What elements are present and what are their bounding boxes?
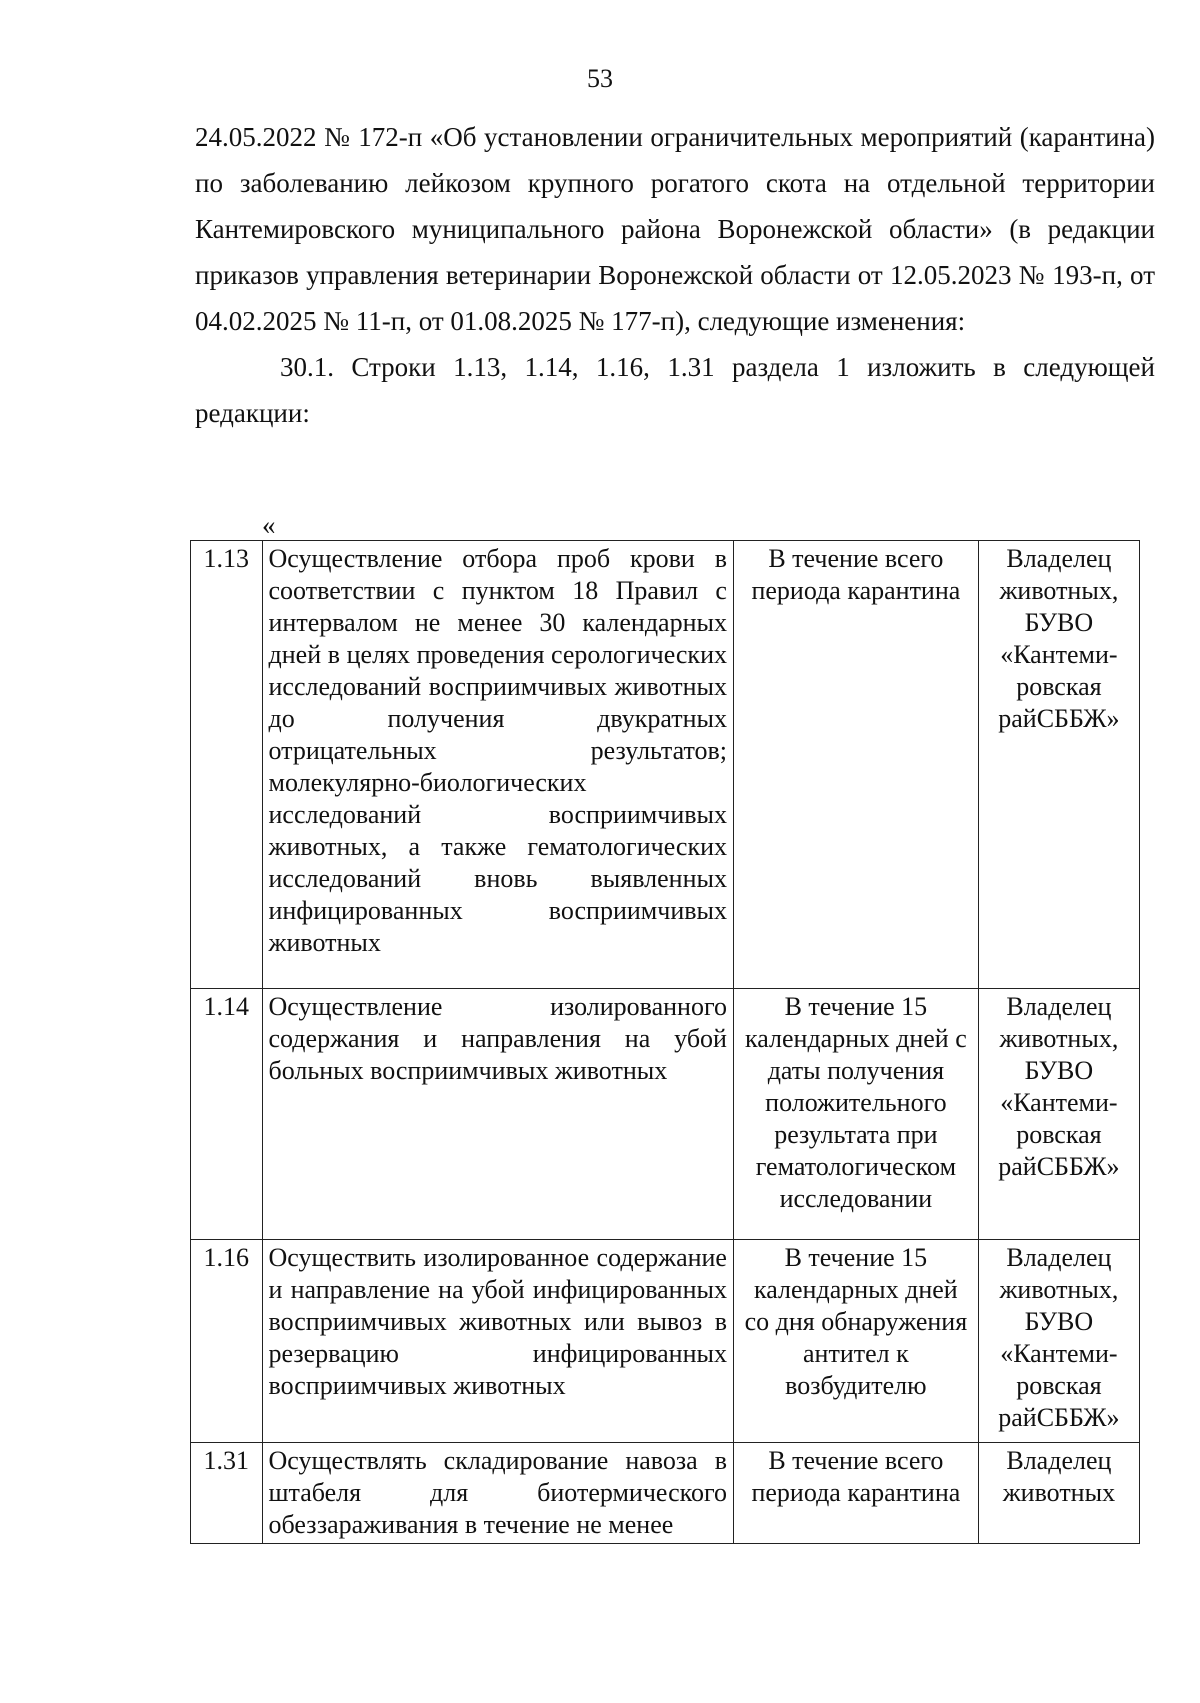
row-number: 1.16 [191, 1240, 263, 1443]
row-responsible: Владелец животных, БУВО «Кантеми-ровская райСББЖ» [978, 1240, 1139, 1443]
row-term: В течение 15 календарных дней со дня обнаружения антител к возбудителю [733, 1240, 978, 1443]
row-number: 1.13 [191, 541, 263, 989]
row-action: Осуществить изолированное содержание и направление на убой инфицированных восприимчивых животных или вывоз в резервацию инфицированных восприимчивых животных [262, 1240, 733, 1443]
row-action: Осуществлять складирование навоза в штабеля для биотермического обеззараживания в течение не менее [262, 1443, 733, 1544]
intro-text [195, 114, 1155, 436]
quote-open-mark: « [262, 510, 276, 540]
row-responsible: Владелец животных, БУВО «Кантеми-ровская райСББЖ» [978, 541, 1139, 989]
row-responsible: Владелец животных [978, 1443, 1139, 1544]
row-number: 1.14 [191, 989, 263, 1240]
amendment-item: 30.1. Строки 1.13, 1.14, 1.16, 1.31 раздела 1 изложить в следующей редакции: [195, 352, 1155, 428]
page-number: 53 [587, 64, 613, 93]
row-action: Осуществление изолированного содержания и направления на убой больных восприимчивых животных [262, 989, 733, 1240]
table-row [191, 989, 1140, 1240]
row-responsible: Владелец животных, БУВО «Кантеми-ровская райСББЖ» [978, 989, 1139, 1240]
row-action: Осуществление отбора проб крови в соответствии с пунктом 18 Правил с интервалом не менее 30 календарных дней в целях проведения серологических исследований восприимчивых животных до получения двукратных отрицательных результатов; молекулярно-биологических исследований восприимчивых животных, а также гематологических исследований вновь выявленных инфицированных восприимчивых животных [262, 541, 733, 989]
row-term: В течение 15 календарных дней с даты получения положительного результата при гематологическом исследовании [733, 989, 978, 1240]
row-number: 1.31 [191, 1443, 263, 1544]
row-term: В течение всего периода карантина [733, 541, 978, 989]
table-row [191, 541, 1140, 989]
row-term: В течение всего периода карантина [733, 1443, 978, 1544]
intro-paragraph: 24.05.2022 № 172-п «Об установлении ограничительных мероприятий (карантина) по заболеванию лейкозом крупного рогатого скота на отдельной территории Кантемировского муниципального района Воронежской области» (в редакции приказов управления ветеринарии Воронежской области от 12.05.2023 № 193-п, от 04.02.2025 № 11-п, от 01.08.2025 № 177-п), следующие изменения: [195, 122, 1155, 336]
table-row [191, 1443, 1140, 1544]
measures-table [190, 540, 1140, 1544]
table-row [191, 1240, 1140, 1443]
